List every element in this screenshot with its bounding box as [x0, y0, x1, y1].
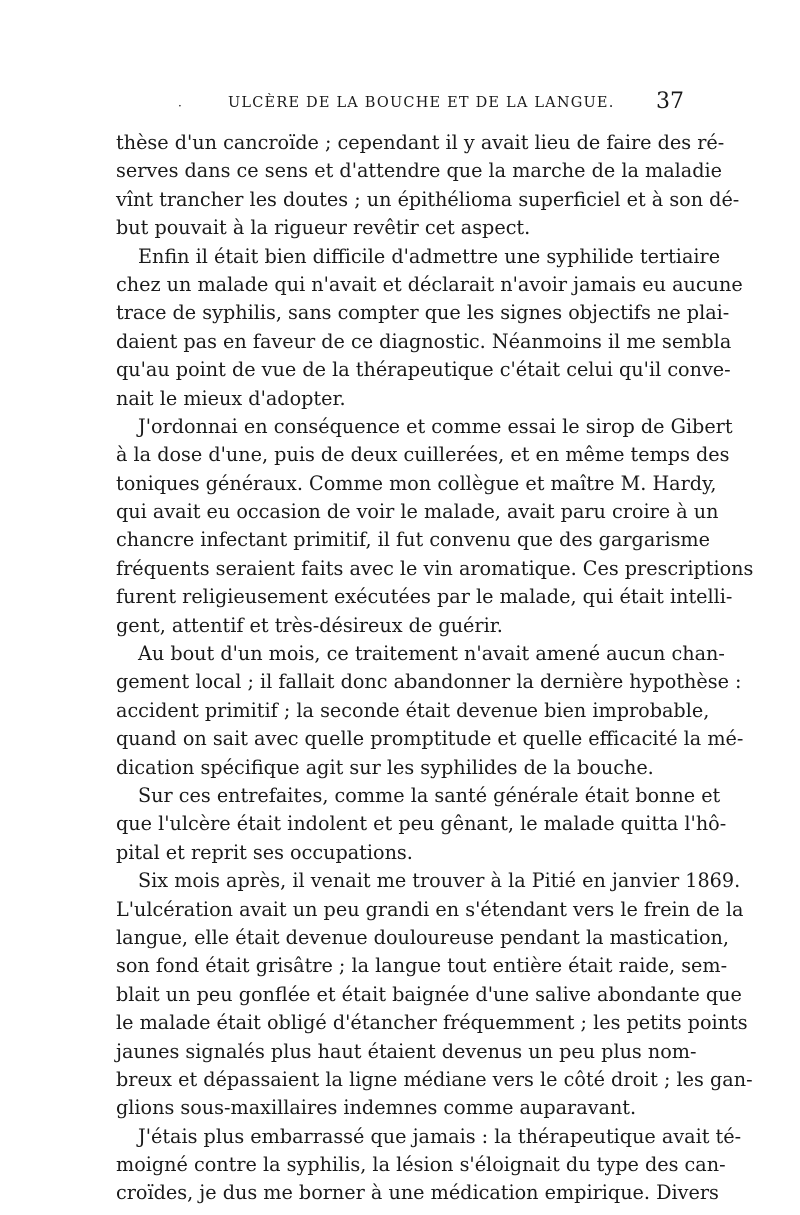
paragraph [116, 1123, 742, 1208]
text-line: dication spécifique agit sur les syphilides de la bouche. [116, 755, 654, 779]
text-line: serves dans ce sens et d'attendre que la marche de la maladie [116, 159, 722, 183]
paragraph [116, 243, 743, 413]
text-line: daient pas en faveur de ce diagnostic. Néanmoins il me sembla [116, 329, 732, 353]
text-line: qu'au point de vue de la thérapeutique c'était celui qu'il conve- [116, 358, 731, 382]
text-line: Au bout d'un mois, ce traitement n'avait amené aucun chan- [138, 642, 725, 666]
page-body [116, 129, 754, 1208]
text-line: son fond était grisâtre ; la langue tout entière était raide, sem- [116, 954, 728, 978]
running-header [116, 89, 684, 121]
text-line: vînt trancher les doutes ; un épithélioma superficiel et à son dé- [116, 187, 740, 211]
running-title: ULCÈRE DE LA BOUCHE ET DE LA LANGUE. [228, 95, 615, 111]
text-line: gent, attentif et très-désireux de guérir. [116, 613, 503, 637]
paragraph [116, 782, 727, 867]
page-number: 37 [656, 89, 684, 114]
header-mark: · [178, 99, 182, 113]
paragraph [116, 129, 740, 243]
paragraph [116, 413, 754, 640]
text-line: jaunes signalés plus haut étaient devenus un peu plus nom- [116, 1039, 697, 1063]
text-line: J'ordonnai en conséquence et comme essai le sirop de Gibert [138, 414, 733, 438]
text-line: nait le mieux d'adopter. [116, 386, 346, 410]
text-line: but pouvait à la rigueur revêtir cet aspect. [116, 216, 531, 240]
text-line: qui avait eu occasion de voir le malade, avait paru croire à un [116, 500, 719, 524]
text-line: quand on sait avec quelle promptitude et quelle efficacité la mé- [116, 727, 744, 751]
text-line: pital et reprit ses occupations. [116, 840, 413, 864]
text-line: gement local ; il fallait donc abandonner la dernière hypothèse : [116, 670, 742, 694]
text-line: Six mois après, il venait me trouver à la Pitié en janvier 1869. [138, 869, 741, 893]
text-line: thèse d'un cancroïde ; cependant il y avait lieu de faire des ré- [116, 131, 725, 154]
text-line: L'ulcération avait un peu grandi en s'étendant vers le frein de la [116, 897, 744, 921]
text-line: que l'ulcère était indolent et peu gênant, le malade quitta l'hô- [116, 812, 727, 836]
text-line: glions sous-maxillaires indemnes comme auparavant. [116, 1096, 637, 1120]
text-line: furent religieusement exécutées par le malade, qui était intelli- [116, 585, 733, 609]
text-line: trace de syphilis, sans compter que les signes objectifs ne plai- [116, 301, 730, 325]
paragraph [116, 867, 753, 1123]
text-line: chez un malade qui n'avait et déclarait n'avoir jamais eu aucune [116, 272, 743, 296]
text-line: Sur ces entrefaites, comme la santé générale était bonne et [138, 783, 721, 807]
text-line: croïdes, je dus me borner à une médication empirique. Divers [116, 1181, 719, 1205]
text-line: le malade était obligé d'étancher fréquemment ; les petits points [116, 1011, 748, 1035]
text-line: toniques généraux. Comme mon collègue et maître M. Hardy, [116, 471, 717, 495]
text-line: breux et dépassaient la ligne médiane vers le côté droit ; les gan- [116, 1067, 753, 1091]
text-line: langue, elle était devenue douloureuse pendant la mastication, [116, 925, 730, 949]
text-line: à la dose d'une, puis de deux cuillerées, et en même temps des [116, 443, 730, 467]
text-line: blait un peu gonflée et était baignée d'une salive abondante que [116, 982, 742, 1006]
paragraph [116, 640, 744, 782]
text-line: moigné contre la syphilis, la lésion s'éloignait du type des can- [116, 1153, 726, 1177]
text-line: fréquents seraient faits avec le vin aromatique. Ces prescriptions [116, 556, 754, 580]
text-line: Enfin il était bien difficile d'admettre une syphilide tertiaire [138, 244, 721, 268]
text-line: J'étais plus embarrassé que jamais : la thérapeutique avait té- [138, 1124, 742, 1148]
text-line: accident primitif ; la seconde était devenue bien improbable, [116, 698, 710, 722]
text-line: chancre infectant primitif, il fut convenu que des gargarisme [116, 528, 710, 552]
